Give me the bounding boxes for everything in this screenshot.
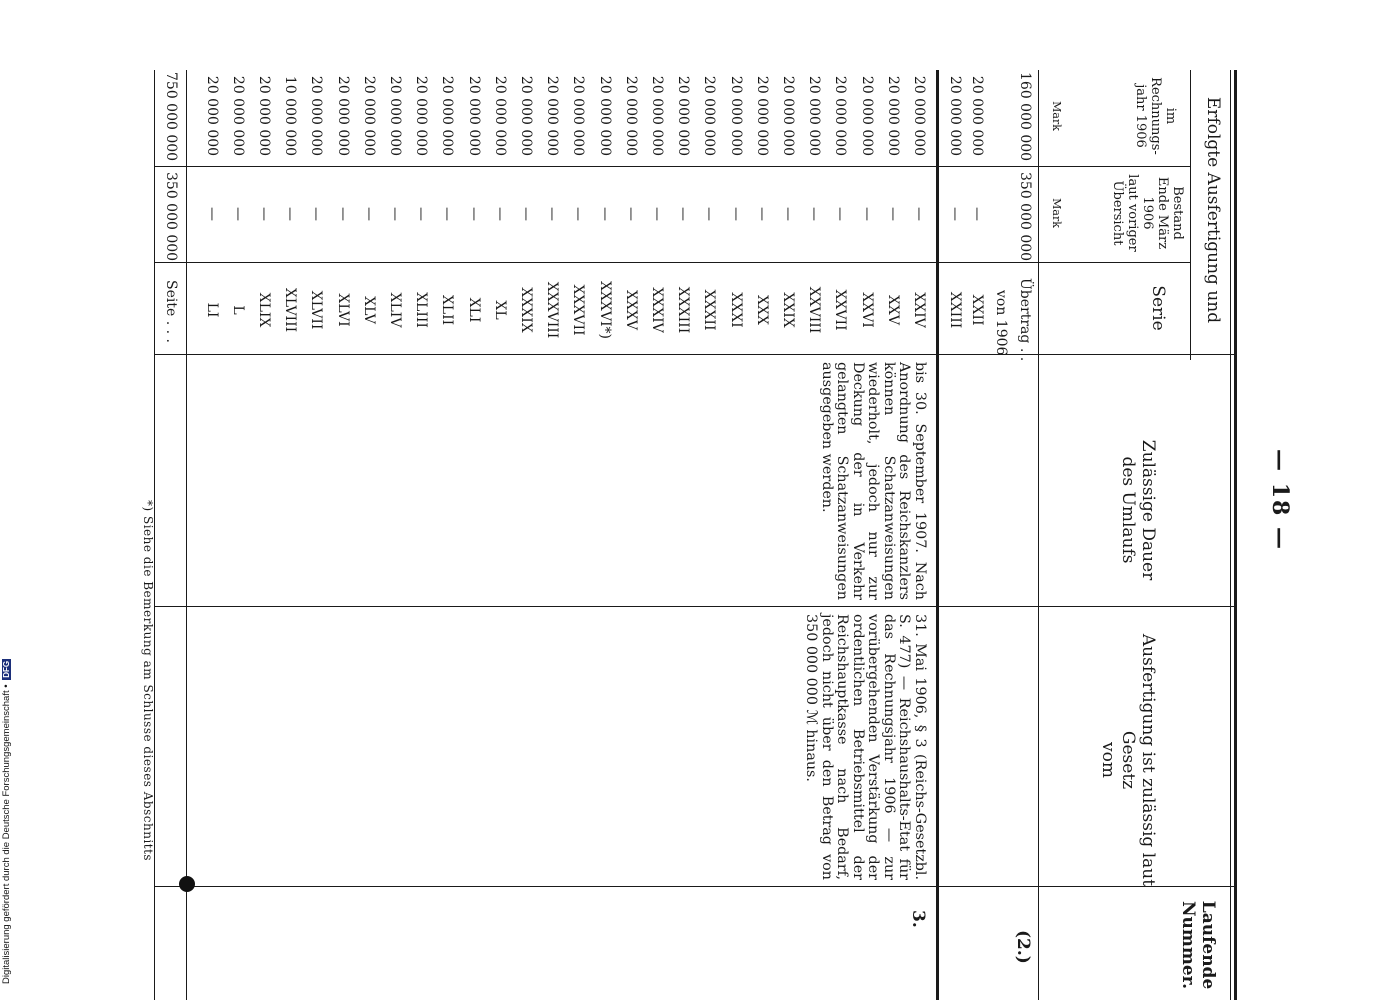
fiscal-cell: 20 000 000: [947, 75, 963, 157]
series-cell: XLII: [439, 294, 456, 326]
fiscal-cell: 20 000 000: [544, 75, 561, 157]
header-law: Ausfertigung ist zulässig laut Gesetz vom: [1098, 633, 1158, 887]
series-cell: L: [229, 305, 246, 315]
fiscal-cell: 20 000 000: [308, 75, 325, 157]
series-cell: XLVIII: [282, 287, 299, 333]
stock-cell: —: [911, 207, 927, 221]
carry-label: Übertrag . .: [1017, 278, 1033, 362]
header-top-rule-thin: [1230, 70, 1231, 1000]
stock-cell: —: [256, 207, 272, 221]
stock-cell: —: [308, 207, 325, 221]
digitization-credit: Digitalisierung gefördert durch die Deutsche Forschungsgemeinschaft • DFG: [1, 660, 12, 984]
header-duration: Zulässige Dauer des Umlaufs: [1118, 439, 1158, 581]
fiscal-cell: 20 000 000: [491, 75, 508, 157]
stock-cell: —: [334, 207, 351, 221]
stock-cell: —: [675, 207, 692, 221]
header-top-rule: [1234, 70, 1237, 1000]
stock-cell: —: [413, 207, 430, 221]
table-row: [903, 0, 927, 1000]
table-row: [248, 0, 272, 1000]
ink-blot: [179, 876, 195, 892]
fiscal-cell: 20 000 000: [570, 75, 587, 157]
credit-text: Digitalisierung gefördert durch die Deutsche Forschungsgemeinschaft: [1, 690, 12, 984]
series-cell: XXVII: [832, 289, 849, 331]
table-row: [484, 0, 508, 1000]
fiscal-cell: 20 000 000: [360, 75, 377, 157]
fiscal-cell: 20 000 000: [832, 75, 849, 157]
fiscal-cell: 10 000 000: [282, 75, 299, 157]
table-row: [851, 0, 875, 1000]
series-cell: XLI: [465, 297, 482, 323]
table-row: [196, 0, 220, 1000]
table-row: [562, 0, 586, 1000]
series-cell: XL: [491, 300, 508, 320]
stock-cell: —: [465, 207, 482, 221]
series-cell: XLV: [360, 296, 377, 324]
table-row: [222, 0, 246, 1000]
series-cell: XXXII: [701, 289, 718, 331]
fiscal-cell: 20 000 000: [387, 75, 403, 157]
stock-cell: —: [649, 207, 665, 221]
table-row: [720, 0, 744, 1000]
stock-cell: —: [884, 207, 901, 221]
fiscal-cell: 20 000 000: [911, 75, 927, 157]
fiscal-cell: 20 000 000: [413, 75, 430, 157]
stock-cell: —: [596, 207, 613, 221]
fiscal-cell: 20 000 000: [465, 75, 482, 157]
table-row: [510, 0, 534, 1000]
stock-cell: —: [229, 207, 246, 221]
stock-cell: —: [969, 207, 985, 221]
stock-cell: —: [439, 207, 456, 221]
series-cell: XXXIV: [649, 287, 665, 333]
table-row: [405, 0, 429, 1000]
footnote: *) Siehe die Bemerkung am Schlusse dieses Abschnitts: [141, 500, 155, 862]
carry-stock: 350 000 000: [1017, 172, 1033, 262]
stock-cell: —: [491, 207, 508, 221]
table-row: [939, 0, 963, 1000]
series-cell: XXXI: [727, 292, 744, 328]
series-cell: XLIII: [413, 292, 430, 328]
table-row: [961, 0, 985, 1000]
total-stock: 350 000 000: [163, 172, 179, 262]
header-bottom-rule: [1038, 70, 1039, 1000]
table-row: [300, 0, 324, 1000]
series-cell: XLIV: [387, 292, 403, 328]
fiscal-cell: 20 000 000: [596, 75, 613, 157]
series-cell: XXX: [753, 295, 770, 325]
series-cell: XLVI: [334, 293, 351, 327]
fiscal-cell: 20 000 000: [806, 75, 823, 157]
table-row: [353, 0, 377, 1000]
law-bottom-rule: [186, 606, 187, 1000]
series-cell: XXII: [969, 294, 985, 326]
fiscal-cell: 20 000 000: [229, 75, 246, 157]
page-number: — 18 —: [1267, 449, 1293, 551]
table-row: [772, 0, 796, 1000]
stock-cell: —: [282, 207, 299, 221]
table-row: [431, 0, 455, 1000]
stock-cell: —: [544, 207, 561, 221]
series-cell: XXV: [884, 294, 901, 326]
duration-text: bis 30. September 1907. Nach Anordnung des Reichskanzlers können Schatzanweisungen wiederholt, jedoch nur zur Deckung der in Verkehr gelangten Schatzanweisungen ausgegeben werden.: [819, 362, 928, 600]
stock-cell: —: [947, 207, 963, 221]
series-cell: XXVIII: [806, 286, 823, 334]
series-cell: XXXIX: [518, 287, 534, 333]
fiscal-cell: 20 000 000: [675, 75, 692, 157]
stock-cell: —: [701, 207, 718, 221]
table-row: [798, 0, 822, 1000]
stock-cell: —: [858, 207, 875, 221]
table-row: [458, 0, 482, 1000]
fiscal-cell: 20 000 000: [649, 75, 665, 157]
stock-cell: —: [622, 207, 639, 221]
header-group-rule: [1190, 70, 1191, 360]
table-row: [746, 0, 770, 1000]
stock-cell: —: [203, 207, 220, 221]
stock-cell: —: [806, 207, 823, 221]
stock-cell: —: [518, 207, 534, 221]
series-cell: XXIX: [780, 292, 796, 328]
fiscal-cell: 20 000 000: [203, 75, 220, 157]
series-cell: XXVI: [858, 292, 875, 328]
stock-cell: —: [727, 207, 744, 221]
fiscal-cell: 20 000 000: [969, 75, 985, 157]
stock-cell: —: [360, 207, 377, 221]
fiscal-cell: 20 000 000: [727, 75, 744, 157]
fiscal-cell: 20 000 000: [858, 75, 875, 157]
stock-cell: —: [832, 207, 849, 221]
law-text: 31. Mai 1906, § 3 (Reichs-Gesetzbl. S. 477) — Reichshaushalts-Etat für das Rechnungsjahr 1906 — zur vorübergehenden Verstärkung der ordentlichen Betriebsmittel der Reichshauptkasse nach Bedarf, jedoch nicht über den Betrag von 350 000 000 ℳ hinaus.: [803, 614, 928, 880]
table-row: [274, 0, 298, 1000]
unit-fiscal: Mark: [1050, 101, 1063, 131]
table-row: [667, 0, 691, 1000]
series-cell: XXXVIII: [544, 281, 561, 339]
series-cell: XXIV: [911, 292, 927, 328]
table-row: [877, 0, 901, 1000]
stock-cell: —: [753, 207, 770, 221]
fiscal-cell: 20 000 000: [439, 75, 456, 157]
series-cell: LI: [203, 302, 220, 318]
carry-fiscal: 160 000 000: [1017, 72, 1033, 162]
table-row: [589, 0, 613, 1000]
stock-cell: —: [780, 207, 796, 221]
entry-2-number: (2.): [1013, 930, 1033, 964]
stock-cell: —: [570, 207, 587, 221]
series-cell: XXXV: [622, 289, 639, 330]
series-cell: XXXVII: [570, 284, 587, 336]
table-row: [327, 0, 351, 1000]
total-fiscal: 750 000 000: [163, 72, 179, 162]
table-row: [536, 0, 560, 1000]
table-row: [824, 0, 848, 1000]
fiscal-cell: 20 000 000: [753, 75, 770, 157]
from-1906-label: von 1906: [993, 290, 1009, 356]
series-cell: XLVII: [308, 290, 325, 330]
entry-separator-rule: [936, 70, 939, 1000]
table-row: [693, 0, 717, 1000]
table-row: [641, 0, 665, 1000]
header-number: Laufende Nummer.: [1178, 900, 1218, 990]
series-cell: XLIX: [256, 292, 272, 328]
fiscal-cell: 20 000 000: [518, 75, 534, 157]
header-fiscal: im Rechnungs- jahr 1906: [1133, 77, 1178, 155]
fiscal-cell: 20 000 000: [701, 75, 718, 157]
dfg-logo: DFG: [2, 660, 11, 678]
fiscal-cell: 20 000 000: [256, 75, 272, 157]
fiscal-cell: 20 000 000: [334, 75, 351, 157]
unit-stock: Mark: [1050, 198, 1063, 228]
header-issued-group: Erfolgte Ausfertigung und: [1203, 96, 1223, 324]
series-cell: XXIII: [947, 291, 963, 329]
fiscal-cell: 20 000 000: [884, 75, 901, 157]
fiscal-cell: 20 000 000: [780, 75, 796, 157]
header-stock: Bestand Ende März 1906 laut voriger Übersicht: [1110, 174, 1185, 252]
series-cell: XXXIII: [675, 286, 692, 334]
fiscal-cell: 20 000 000: [622, 75, 639, 157]
series-cell: XXXVI*): [596, 280, 613, 339]
entry-3-number: 3.: [908, 910, 928, 928]
table-row: [615, 0, 639, 1000]
header-series: Serie: [1148, 285, 1168, 331]
stock-cell: —: [387, 207, 403, 221]
total-label: Seite . . .: [163, 280, 179, 343]
table-row: [379, 0, 403, 1000]
